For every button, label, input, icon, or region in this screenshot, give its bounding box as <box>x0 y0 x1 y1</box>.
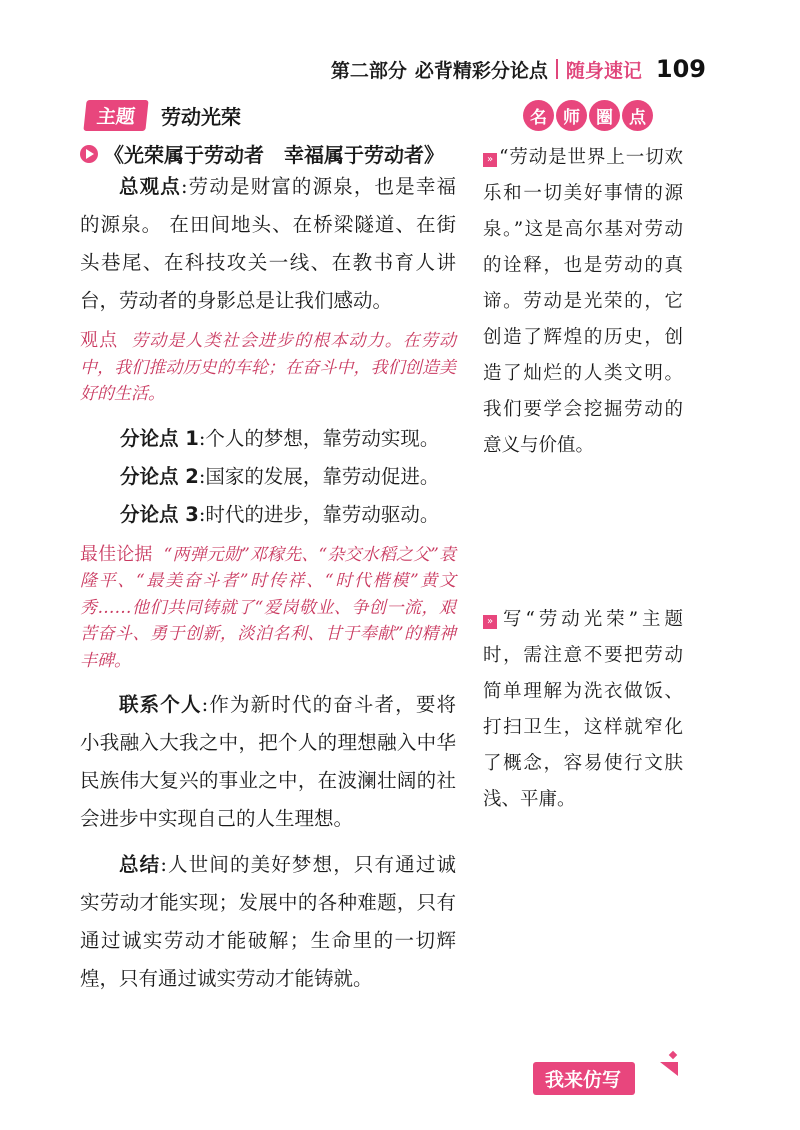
subpoint-item <box>80 496 456 534</box>
subpoint-label: 分论点 3 <box>120 502 199 526</box>
side-note-2 <box>483 602 683 818</box>
summary-label: 总结 <box>119 853 161 876</box>
overall-text: :劳动是财富的源泉，也是幸福的源泉。 在田间地头、在桥梁隧道、在街头巷尾、在科技攻关一线、在教书育人讲台，劳动者的身影总是让我们感动。 <box>80 175 456 312</box>
side-header-char: 师 <box>556 100 587 131</box>
theme-title: 劳动光荣 <box>161 105 242 129</box>
viewpoint-note <box>80 328 456 408</box>
badge-tail <box>660 1062 678 1076</box>
page-header <box>331 54 706 84</box>
subpoint-item <box>80 420 456 458</box>
subpoint-label: 分论点 2 <box>120 464 199 488</box>
header-section: 必背精彩分论点 <box>414 59 548 82</box>
double-arrow-icon: » <box>483 153 497 167</box>
header-divider <box>556 59 558 79</box>
personal-label: 联系个人 <box>119 693 202 716</box>
subpoint-text: :个人的梦想，靠劳动实现。 <box>198 426 440 450</box>
personal-text: :作为新时代的奋斗者，要将小我融入大我之中，把个人的理想融入中华民族伟大复兴的事业之中，在波澜壮阔的社会进步中实现自己的人生理想。 <box>80 693 456 830</box>
header-part: 第二部分 <box>330 59 407 82</box>
imitation-writing-badge: 我来仿写 <box>533 1062 635 1095</box>
header-accent: 随身速记 <box>565 59 642 82</box>
theme-row <box>85 100 241 131</box>
subpoint-list <box>80 420 456 534</box>
side-note-1 <box>483 140 683 464</box>
side-header-char: 圈 <box>589 100 620 131</box>
evidence-note <box>80 542 456 675</box>
page-number: 109 <box>655 55 706 83</box>
double-arrow-icon: » <box>483 615 497 629</box>
side-note-2-text: 写“劳动光荣”主题时，需注意不要把劳动简单理解为洗衣做饭、打扫卫生，这样就窄化了概念，容易使行文肤浅、平庸。 <box>483 609 683 810</box>
play-icon <box>80 145 98 163</box>
overall-label: 总观点 <box>119 175 181 198</box>
theme-badge: 主题 <box>83 100 148 131</box>
evidence-text: “两弹元勋”邓稼先、“杂交水稻之父”袁隆平、“最美奋斗者”时传祥、“时代楷模”黄文秀……他们共同铸就了“爱岗敬业、争创一流，艰苦奋斗、勇于创新，淡泊名利、甘于奉献”的精神丰碑。 <box>80 544 457 671</box>
subpoint-item <box>80 458 456 496</box>
essay-subtitle-text: 《光荣属于劳动者 幸福属于劳动者》 <box>104 143 444 167</box>
main-column <box>80 168 456 998</box>
subpoint-label: 分论点 1 <box>120 426 199 450</box>
personal-link <box>80 686 456 838</box>
summary-text: :人世间的美好梦想，只有通过诚实劳动才能实现；发展中的各种难题，只有通过诚实劳动才能破解；生命里的一切辉煌，只有通过诚实劳动才能铸就。 <box>80 853 456 990</box>
side-header-char: 名 <box>523 100 554 131</box>
subpoint-text: :国家的发展，靠劳动促进。 <box>198 464 440 488</box>
viewpoint-label: 观点 <box>80 330 119 351</box>
side-note-1-text: “劳动是世界上一切欢乐和一切美好事情的源泉。”这是高尔基对劳动的诠释，也是劳动的真谛。劳动是光荣的，它创造了辉煌的历史，创造了灿烂的人类文明。我们要学会挖掘劳动的意义与价值。 <box>483 147 683 456</box>
summary <box>80 846 456 998</box>
side-header <box>523 100 653 131</box>
subpoint-text: :时代的进步，靠劳动驱动。 <box>198 502 440 526</box>
overall-point <box>80 168 456 320</box>
decorative-dot <box>669 1051 677 1059</box>
essay-subtitle <box>80 139 444 168</box>
evidence-label: 最佳论据 <box>80 543 153 565</box>
side-header-char: 点 <box>622 100 653 131</box>
viewpoint-text: 劳动是人类社会进步的根本动力。在劳动中，我们推动历史的车轮；在奋斗中，我们创造美好的生活。 <box>80 331 457 404</box>
